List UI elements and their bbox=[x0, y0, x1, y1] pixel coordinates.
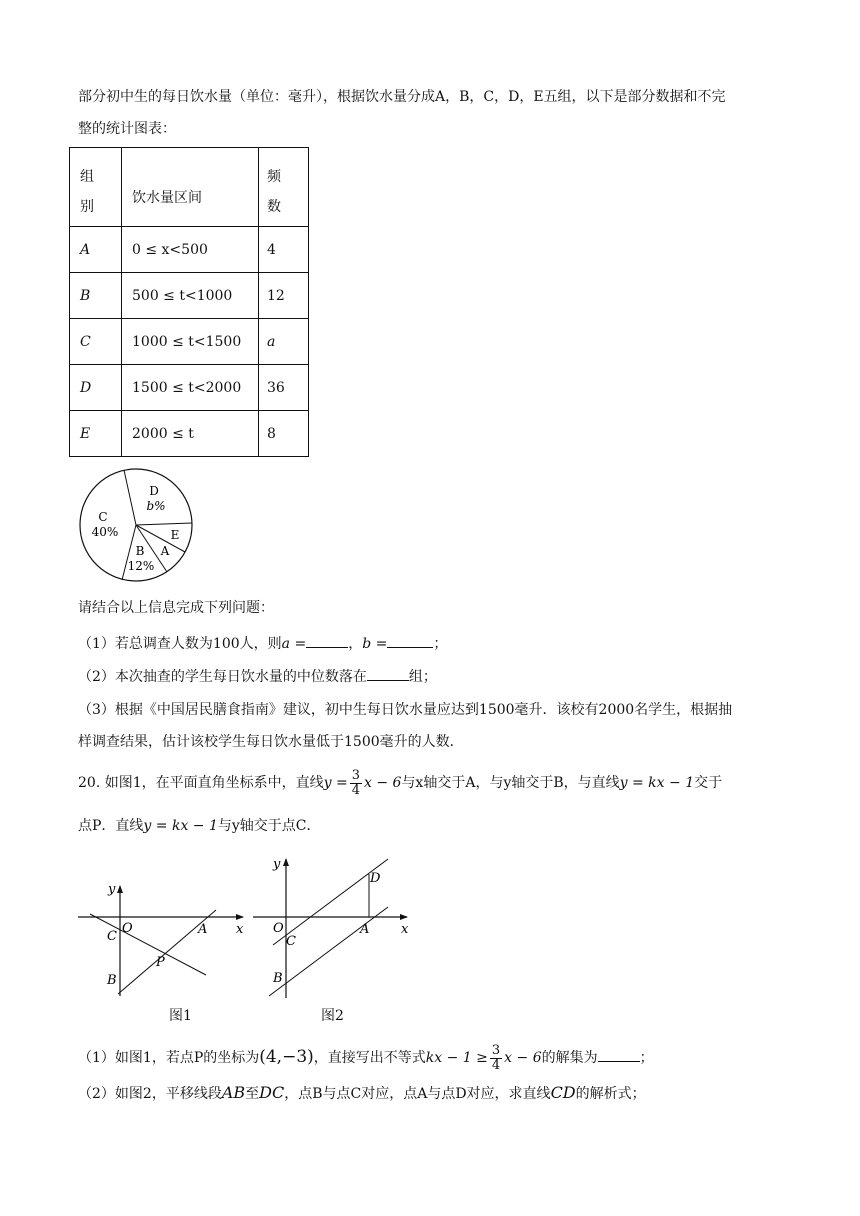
header-freq-char-2: 数 bbox=[267, 199, 281, 215]
intro-line-2: 整的统计图表： bbox=[78, 121, 176, 137]
pie-label-c-pct: 40% bbox=[91, 525, 119, 539]
cell-range: 1500 ≤ t<2000 bbox=[122, 365, 259, 411]
fig2-label-x: x bbox=[401, 922, 409, 937]
fig2-label-d: D bbox=[370, 871, 381, 886]
var-a: a bbox=[281, 636, 290, 652]
cell-frequency: a bbox=[259, 319, 309, 365]
eq1-lhs: y = bbox=[323, 775, 348, 791]
pie-label-b: B bbox=[135, 544, 145, 558]
fig1-y-arrow bbox=[117, 885, 123, 893]
fig1-line-cp bbox=[90, 914, 206, 975]
q20-text-a: 20. 如图1，在平面直角坐标系中，直线 bbox=[78, 775, 324, 791]
fig2-line-ab bbox=[269, 907, 388, 996]
q20-line-2 bbox=[78, 816, 321, 836]
cell-range: 500 ≤ t<1000 bbox=[122, 273, 259, 319]
q19-p1-end: ； bbox=[433, 636, 448, 652]
q20-p2-text-b: 至 bbox=[245, 1086, 260, 1102]
fig1-label-a: A bbox=[198, 922, 208, 937]
q20-p2-text-c: ，点B与点C对应，点A与点D对应，求直线 bbox=[284, 1086, 551, 1102]
fig1-x-arrow bbox=[236, 914, 244, 920]
header-range-text: 饮水量区间 bbox=[132, 190, 202, 206]
q20-p1-end: ； bbox=[639, 1050, 654, 1066]
pie-label-e: E bbox=[170, 528, 180, 542]
header-range bbox=[122, 148, 259, 227]
cell-frequency: 12 bbox=[259, 273, 309, 319]
fig2-label-y: y bbox=[273, 857, 281, 872]
cell-frequency: 8 bbox=[259, 411, 309, 457]
q20-line-1 bbox=[78, 767, 722, 799]
fraction-numerator: 3 bbox=[351, 767, 360, 783]
q19-p1-text: （1）若总调查人数为100人，则 bbox=[78, 636, 282, 652]
eq1-rhs: x − 6 bbox=[364, 775, 402, 791]
q19-prompt: 请结合以上信息完成下列问题： bbox=[78, 600, 274, 616]
cell-group: D bbox=[70, 365, 122, 411]
fig1-label-x: x bbox=[236, 922, 244, 937]
point-p-coordinates: (4,−3) bbox=[259, 1047, 314, 1067]
pie-label-b-pct: 12% bbox=[127, 559, 155, 573]
table-row bbox=[70, 411, 309, 457]
q20-text-d: 点P．直线 bbox=[78, 818, 144, 834]
fraction-3-4 bbox=[350, 769, 362, 798]
fig1-label-c: C bbox=[107, 929, 117, 944]
cell-group: B bbox=[70, 273, 122, 319]
cell-frequency: 36 bbox=[259, 365, 309, 411]
cell-group: C bbox=[70, 319, 122, 365]
q20-p1-text-a: （1）如图1，若点P的坐标为 bbox=[78, 1050, 260, 1066]
figure-1 bbox=[78, 880, 250, 1000]
fig1-label-b: B bbox=[107, 973, 117, 988]
q20-part-1 bbox=[78, 1040, 654, 1075]
table-row bbox=[70, 227, 309, 273]
line-cd: CD bbox=[550, 1083, 576, 1102]
cell-range: 2000 ≤ t bbox=[122, 411, 259, 457]
q20-text-c: 交于 bbox=[694, 775, 723, 791]
q19-part-3-line-1: （3）根据《中国居民膳食指南》建议，初中生每日饮水量应达到1500毫升．该校有2000名学生，根据抽 bbox=[78, 702, 733, 718]
fig1-label-y: y bbox=[108, 882, 116, 897]
segment-dc: DC bbox=[259, 1083, 285, 1102]
cell-frequency: 4 bbox=[259, 227, 309, 273]
q20-p2-text-d: 的解析式； bbox=[575, 1086, 646, 1102]
answer-blank-solution-set[interactable] bbox=[598, 1047, 640, 1062]
fraction-denominator: 4 bbox=[491, 1057, 501, 1073]
figure-2 bbox=[253, 855, 423, 1000]
q19-part-1: （1）若总调查人数为100人，则a = ，b = ； bbox=[78, 633, 447, 654]
q20-p1-text-b: ，直接写出不等式 bbox=[313, 1050, 426, 1066]
q20-text-e: 与y轴交于点C． bbox=[217, 818, 321, 834]
fig2-caption: 图2 bbox=[321, 1008, 344, 1024]
pie-label-a: A bbox=[160, 544, 170, 558]
pie-chart bbox=[74, 468, 200, 584]
header-freq-char-1: 频 bbox=[267, 169, 281, 185]
pie-label-d: D bbox=[149, 484, 159, 498]
cell-group: A bbox=[70, 227, 122, 273]
header-group-char-1: 组 bbox=[80, 169, 94, 185]
header-frequency bbox=[259, 148, 309, 227]
q19-part-3-line-2: 样调查结果，估计该校学生每日饮水量低于1500毫升的人数． bbox=[78, 734, 464, 750]
fraction-3-4-inequality bbox=[490, 1044, 502, 1073]
q20-text-b: 与x轴交于A，与y轴交于B，与直线 bbox=[401, 775, 620, 791]
fraction-denominator: 4 bbox=[351, 782, 360, 798]
fig2-label-a: A bbox=[360, 922, 370, 937]
header-group-char-2: 别 bbox=[80, 199, 94, 215]
table-row bbox=[70, 319, 309, 365]
q20-part-2 bbox=[78, 1083, 646, 1104]
q19-p2-end: 组； bbox=[408, 669, 437, 685]
fig1-caption: 图1 bbox=[169, 1008, 192, 1024]
pie-divider-d-e bbox=[136, 523, 192, 525]
cell-range: 0 ≤ x<500 bbox=[122, 227, 259, 273]
separator: ， bbox=[348, 636, 363, 652]
table-header-row bbox=[70, 148, 309, 227]
fig2-label-o: O bbox=[273, 921, 284, 936]
fig2-label-b: B bbox=[273, 971, 283, 986]
fig1-label-o: O bbox=[122, 921, 133, 936]
pie-label-d-pct: b% bbox=[146, 499, 166, 513]
cell-group: E bbox=[70, 411, 122, 457]
q19-p2-text: （2）本次抽查的学生每日饮水量的中位数落在 bbox=[78, 669, 367, 685]
eq2: y = kx − 1 bbox=[619, 775, 695, 791]
fig2-label-c: C bbox=[286, 934, 296, 949]
table-row bbox=[70, 365, 309, 411]
header-group bbox=[70, 148, 122, 227]
fig2-x-arrow bbox=[400, 914, 408, 920]
q19-part-2 bbox=[78, 666, 437, 687]
answer-blank-b[interactable] bbox=[387, 633, 433, 648]
intro-line-1: 部分初中生的每日饮水量（单位：毫升），根据饮水量分成A，B，C，D，E五组，以下是部分数据和不完 bbox=[78, 89, 726, 105]
var-b: b bbox=[362, 636, 372, 652]
answer-blank-a[interactable] bbox=[306, 633, 348, 648]
fig1-label-p: P bbox=[156, 955, 165, 970]
eq2-repeat: y = kx − 1 bbox=[143, 818, 218, 834]
segment-ab: AB bbox=[221, 1083, 246, 1102]
pie-label-c: C bbox=[98, 510, 108, 524]
table-row bbox=[70, 273, 309, 319]
equals-sign: = bbox=[294, 636, 307, 652]
q20-p1-text-c: 的解集为 bbox=[541, 1050, 598, 1066]
frequency-table bbox=[69, 147, 309, 457]
cell-range: 1000 ≤ t<1500 bbox=[122, 319, 259, 365]
inequality-rhs: x − 6 bbox=[504, 1050, 542, 1066]
fig2-y-arrow bbox=[283, 858, 289, 866]
inequality-lhs: kx − 1 ≥ bbox=[425, 1050, 488, 1066]
pie-divider-c-d bbox=[124, 470, 136, 525]
fraction-numerator: 3 bbox=[491, 1042, 501, 1058]
answer-blank-median-group[interactable] bbox=[367, 666, 409, 681]
q20-p2-text-a: （2）如图2，平移线段 bbox=[78, 1086, 222, 1102]
